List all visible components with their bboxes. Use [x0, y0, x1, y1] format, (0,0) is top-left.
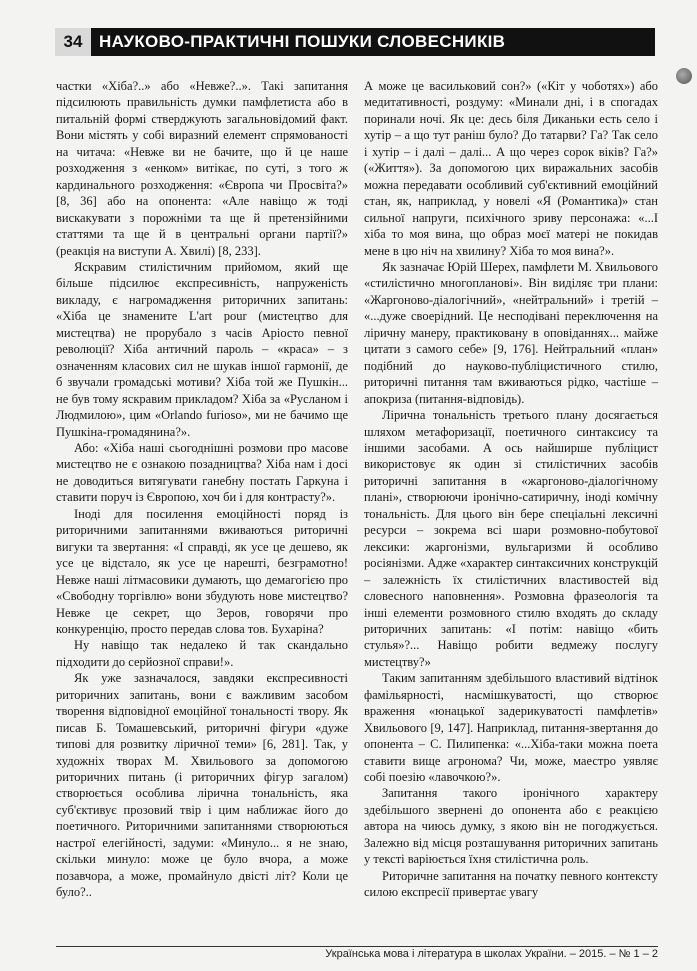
page-number: 34 — [55, 28, 91, 56]
paragraph: Ну навіщо так недалеко й так скандально підходити до серйозної справи!». — [56, 638, 348, 669]
paragraph: частки «Хіба?..» або «Невже?..». Такі запитання підсилюють правильність думки памфлетиста або в питальній формі стверджують загальновідомий факт. Вони містять у собі виразний елемент спрямованості на читача: «Невже ви не бачите, що й це наше розходження з «енком» витікає, по суті, з того ж кардинального розходження: «Європа чи Просвіта?» [8, 36] або на опонента: «Але навіщо ж тоді вискакувати з порожніми та ще й претензійними статтями та ще й в центральні органи партії?» (реакція на виступи А. Хвилі) [8, 233]. — [56, 79, 348, 258]
paragraph: Як уже зазначалося, завдяки експресивності риторичних запитань, вони є важливим засобом творення відповідної емоційної тональності твору. Як писав Б. Томашевський, риторичні фігури «дуже типові для розвитку ліричної теми» [6, 281]. Так, у художніх творах М. Хвильового за допомогою риторичних питань (і риторичних фігур загалом) створюється особлива лірична тональність, яка суб'єктивує прозовий твір і цим наближає його до поетичного. Риторичними запитаннями створюються настрої елегійності, задуми: «Минуло... я не знаю, скільки минуло: може це було вчора, а може позавчора, а може, промайнуло двісті літ? Коли це було?.. — [56, 671, 348, 900]
paragraph: Запитання такого іронічного характеру здебільшого звернені до опонента або є реакцією автора на чиюсь думку, з якою він не погоджується. Залежно від місця розташування риторичних запитань у тексті варіюється їхня стилістична роль. — [364, 786, 658, 867]
section-title: НАУКОВО-ПРАКТИЧНІ ПОШУКИ СЛОВЕСНИКІВ — [91, 28, 655, 56]
paragraph: Або: «Хіба наші сьогоднішні розмови про масове мистецтво не є ознакою позадництва? Хіба нам і досі не доводиться витягувати ганебну постать Гаркуна і ставити поруч із Європою, хоч би і для контрасту?». — [56, 440, 348, 505]
footer-citation: Українська мова і література в школах України. – 2015. – № 1 – 2 — [325, 948, 658, 960]
paragraph: Риторичне запитання на початку певного контексту силою експресії привертає увагу — [364, 868, 658, 900]
page-header — [55, 28, 655, 56]
page-edge-mark — [676, 68, 692, 84]
paragraph: Яскравим стилістичним прийомом, який ще більше підсилює експресивність, напруженість викладу, є нагромадження риторичних запитань: «Хіба це знаменитe L'art pour (мистецтво для мистецтва) не прорубало з часів Аріосто певної революції? Хіба античний пароль – «краса» – з означенням класових сил не шукав іншої гармонії, де б звучали громадські мотиви? Хіба той же Пушкін... не був тому яскравим прикладом? Хіба за «Русланом і Людмилою», цим «Orlando furioso», ми не бачимо ще Пушкіна-громадянина?». — [56, 259, 348, 439]
left-column — [56, 78, 348, 901]
paragraph: Таким запитанням здебільшого властивий відтінок фамільярності, насмішкуватості, що створює враження «юнацької задерикуватості памфлетів» Хвильового [9, 147]. Наприклад, питання-звертання до опонента – С. Пилипенка: «...Хіба-таки можна поета ставити вище агронома? Чи, може, маестро уявляє собі поезію «лавочкою?». — [364, 671, 658, 785]
paragraph: А може це васильковий сон?» («Кіт у чоботях») або медитативності, роздуму: «Минали дні, і в спогадах поринали ночі. Як це: десь біля Диканьки есть село і хутір – а що тут раніш було? До татарви? Га? Так село і хутір – і далі – далі... А що через сорок віків? Га?» («Життя»). За допомогою цих виражальних засобів можна передавати особливий суб'єктивний емоційний стан, як, наприклад, у новелі «Я (Романтика)» стан сильної напруги, психічного зриву персонажа: «...І хіба то моя вина, що образ моєї матері не покидав мене в цю ніч на хвилину? Хіба то моя вина?». — [364, 79, 658, 258]
paragraph: Іноді для посилення емоційності поряд із риторичними запитаннями вживаються риторичні вигуки та звертання: «І справді, як усе це дешево, як усе це відстало, як усе це нарешті, безграмотно! Невже наші літмасовики думають, що демагогією про «Свободну торгівлю» вони збудують нове мистецтво? Невже це секрет, що Зеров, говорячи про конкуренцію, просто передав слова тов. Бухаріна? — [56, 506, 348, 636]
paragraph: Як зазначає Юрій Шерех, памфлети М. Хвильового «стилістично многопланові». Він виділяє три плани: «Жаргоново-діалогічний», «нейтральний» і третій – «...дуже своерідний. Це несподівані переключення на ліричну манеру, практиковану в оповіданнях... майже цитати з самого себе» [9, 176]. Нейтральний «план» подібний до науково-публіцистичного стилю, риторичні питання там вживаються рідко, частіше – апокриза (питання-відповідь). — [364, 259, 658, 406]
paragraph: Лірична тональність третього плану досягається шляхом метафоризації, поетичного синтаксису та іншими засобами. А ось найширше публіцист використовує як один зі стилістичних засобів риторичні запитання в «жаргоново-діалогічному плані», створюючи іронічно-сатиричну, іноді комічну тональність. Для цього він бере спеціальні лексичні ресурси – зокрема всі шари розмовно-побутової лексики: жаргонізми, вульгаризми й особливо росіянізми. Адже «характер синтаксичних конструкцій – залежність їх стилістичних властивостей від словесного наповнення». Розмовна фразеологія та інші елементи розмовного стилю входять до складу риторичних запитань: «І потім: навіщо «бить стулья»?... Навіщо робити ведмежу послугу мистецтву?» — [364, 408, 658, 669]
right-column — [364, 78, 658, 901]
footer-rule — [56, 946, 658, 947]
